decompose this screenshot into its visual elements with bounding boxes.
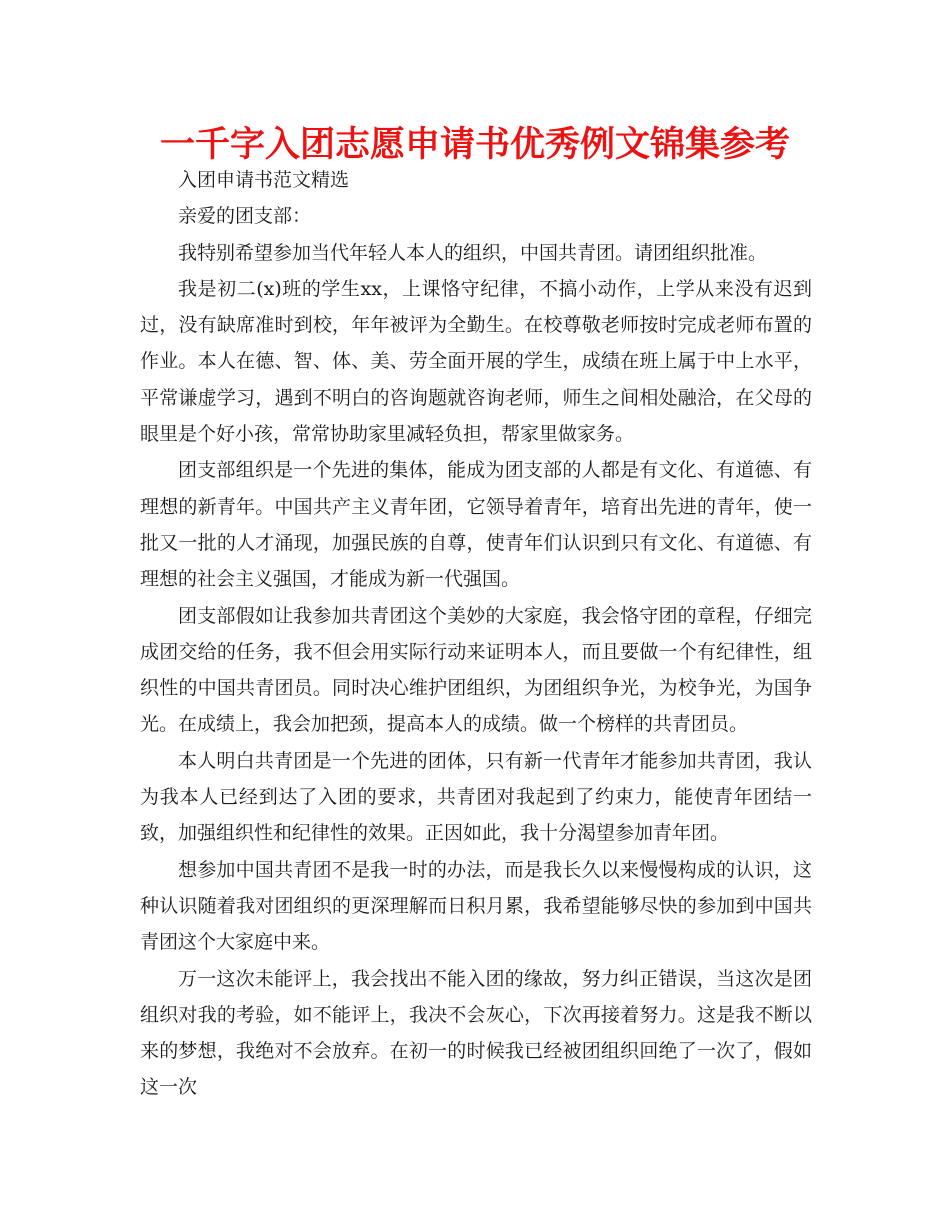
paragraph-salutation: 亲爱的团支部： (178, 205, 312, 228)
paragraph: 团支部假如让我参加共青团这个美妙的大家庭，我会恪守团的章程，仔细完成团交给的任务，我不但会用实际行动来证明本人，而且要做一个有纪律性，组织性的中国共青团员。同时决心维护团组织，为团组织争光，为校争光，为国争光。在成绩上，我会加把颈，提高本人的成绩。做一个榜样的共青团员。 (140, 604, 812, 736)
paragraph: 想参加中国共青团不是我一时的办法，而是我长久以来慢慢构成的认识，这种认识随着我对团组织的更深理解而日积月累，我希望能够尽快的参加到中国共青团这个大家庭中来。 (140, 858, 812, 954)
paragraph-subtitle: 入团申请书范文精选 (178, 169, 350, 191)
paragraph: 我特别希望参加当代年轻人本人的组织，中国共青团。请团组织批准。 (178, 241, 768, 264)
paragraph: 团支部组织是一个先进的集体，能成为团支部的人都是有文化、有道德、有理想的新青年。中国共产主义青年团，它领导着青年，培育出先进的青年，使一批又一批的人才涌现，加强民族的自尊，使青年们认识到只有文化、有道德、有理想的社会主义强国，才能成为新一代强国。 (140, 459, 812, 591)
document-title: 一千字入团志愿申请书优秀例文锦集参考 (159, 125, 790, 165)
paragraph: 本人明白共青团是一个先进的团体，只有新一代青年才能参加共青团，我认为我本人已经到达了入团的要求，共青团对我起到了约束力，能使青年团结一致，加强组织性和纪律性的效果。正因如此，我十分渴望参加青年团。 (140, 749, 812, 845)
paragraph: 万一这次未能评上，我会找出不能入团的缘故，努力纠正错误，当这次是团组织对我的考验，如不能评上，我决不会灰心，下次再接着努力。这是我不断以来的梦想，我绝对不会放弃。在初一的时候我已经被团组织回绝了一次了，假如这一次 (140, 967, 812, 1099)
paragraph: 我是初二(x)班的学生xx，上课恪守纪律，不搞小动作，上学从来没有迟到过，没有缺席准时到校，年年被评为全勤生。在校尊敬老师按时完成老师布置的作业。本人在德、智、体、美、劳全面开展的学生，成绩在班上属于中上水平，平常谦虚学习，遇到不明白的咨询题就咨询老师，师生之间相处融洽，在父母的眼里是个好小孩，常常协助家里减轻负担，帮家里做家务。 (140, 277, 812, 446)
document-body (140, 162, 812, 1106)
